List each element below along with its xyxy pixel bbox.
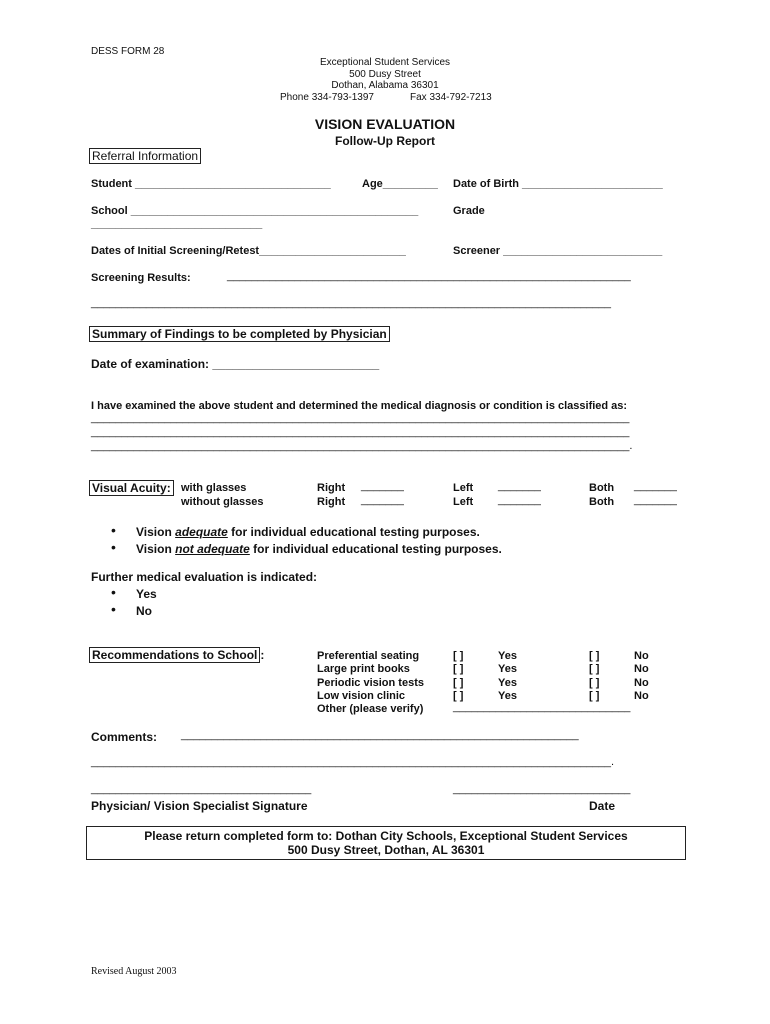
acuity-both-with-field[interactable]: _______ xyxy=(634,480,677,492)
recommendation-no-checkbox[interactable]: [ ] xyxy=(589,690,600,702)
visual-acuity-heading: Visual Acuity: xyxy=(89,480,174,496)
with-glasses-label: with glasses xyxy=(181,482,247,494)
comments-line-2[interactable]: _____________________________________________________________________________________. xyxy=(91,756,615,768)
yes-label: Yes xyxy=(498,650,517,662)
org-fax: Fax 334-792-7213 xyxy=(410,92,492,103)
adequate-emphasis: adequate xyxy=(175,525,228,539)
further-evaluation-label: Further medical evaluation is indicated: xyxy=(91,570,318,584)
no-label: No xyxy=(634,677,649,689)
recommendation-item: Large print books xyxy=(317,663,410,675)
return-instructions-box xyxy=(86,826,686,860)
org-street: 500 Dusy Street xyxy=(349,69,421,80)
diagnosis-line[interactable]: ________________________________________________________________________________________. xyxy=(91,440,633,452)
right-label: Right xyxy=(317,496,346,508)
no-label: No xyxy=(634,650,649,662)
recommendation-other-label: Other (please verify) xyxy=(317,703,424,715)
signature-date-label: Date xyxy=(589,799,616,813)
recommendation-yes-checkbox[interactable]: [ ] xyxy=(453,690,464,702)
age-field[interactable]: Age_________ xyxy=(362,178,438,190)
revision-footer: Revised August 2003 xyxy=(91,966,177,977)
signature-line[interactable]: ____________________________________ xyxy=(91,783,312,795)
diagnosis-statement: I have examined the above student and determined the medical diagnosis or condition is classified as: xyxy=(91,400,628,412)
recommendation-no-checkbox[interactable]: [ ] xyxy=(589,650,600,662)
recommendations-heading: Recommendations to School xyxy=(89,647,260,663)
recommendation-item: Periodic vision tests xyxy=(317,677,424,689)
no-label: No xyxy=(634,690,649,702)
org-phone: Phone 334-793-1397 xyxy=(280,92,374,103)
school-field-cont[interactable]: ____________________________ xyxy=(91,218,263,230)
org-name: Exceptional Student Services xyxy=(319,57,451,68)
left-label: Left xyxy=(453,496,474,508)
left-label: Left xyxy=(453,482,474,494)
yes-label: Yes xyxy=(498,677,517,689)
bullet-icon[interactable]: • xyxy=(111,522,116,538)
grade-label: Grade xyxy=(453,205,485,217)
acuity-left-without-field[interactable]: _______ xyxy=(498,494,541,506)
no-label: No xyxy=(634,663,649,675)
exam-date-field[interactable]: Date of examination: _________________________ xyxy=(91,357,380,371)
acuity-left-with-field[interactable]: _______ xyxy=(498,480,541,492)
recommendation-item: Low vision clinic xyxy=(317,690,406,702)
both-label: Both xyxy=(589,482,615,494)
dob-field[interactable]: Date of Birth _______________________ xyxy=(453,178,663,190)
yes-label: Yes xyxy=(498,690,517,702)
recommendation-yes-checkbox[interactable]: [ ] xyxy=(453,677,464,689)
recommendation-yes-checkbox[interactable]: [ ] xyxy=(453,663,464,675)
further-no-option: No xyxy=(136,604,152,618)
recommendation-yes-checkbox[interactable]: [ ] xyxy=(453,650,464,662)
vision-not-adequate-option: Vision not adequate for individual educational testing purposes. xyxy=(136,542,502,556)
return-line-1: Please return completed form to: Dothan City Schools, Exceptional Student Services xyxy=(144,829,628,843)
acuity-both-without-field[interactable]: _______ xyxy=(634,494,677,506)
acuity-right-without-field[interactable]: _______ xyxy=(361,494,404,506)
student-field[interactable]: Student ________________________________ xyxy=(91,178,331,190)
diagnosis-line[interactable]: ________________________________________________________________________________________ xyxy=(91,426,630,438)
org-city: Dothan, Alabama 36301 xyxy=(331,80,439,91)
further-yes-option: Yes xyxy=(136,587,157,601)
diagnosis-line[interactable]: ________________________________________________________________________________________ xyxy=(91,412,630,424)
not-adequate-emphasis: not adequate xyxy=(175,542,250,556)
comments-line[interactable]: _________________________________________________________________ xyxy=(181,729,579,741)
summary-heading: Summary of Findings to be completed by Physician xyxy=(89,326,390,342)
without-glasses-label: without glasses xyxy=(181,496,264,508)
bullet-icon[interactable]: • xyxy=(111,539,116,555)
screening-results-line[interactable]: __________________________________________________________________ xyxy=(227,270,631,282)
recommendation-no-checkbox[interactable]: [ ] xyxy=(589,663,600,675)
screening-results-label: Screening Results: xyxy=(91,272,191,284)
yes-label: Yes xyxy=(498,663,517,675)
return-line-2: 500 Dusy Street, Dothan, AL 36301 xyxy=(287,843,485,857)
bullet-icon[interactable]: • xyxy=(111,584,116,600)
screening-dates-field[interactable]: Dates of Initial Screening/Retest________________________ xyxy=(91,245,406,257)
right-label: Right xyxy=(317,482,346,494)
screening-results-line-2[interactable]: _____________________________________________________________________________________ xyxy=(91,297,612,309)
page-title: VISION EVALUATION xyxy=(314,116,456,132)
referral-heading: Referral Information xyxy=(89,148,201,164)
both-label: Both xyxy=(589,496,615,508)
recommendation-item: Preferential seating xyxy=(317,650,420,662)
form-id: DESS FORM 28 xyxy=(91,46,165,57)
recommendations-heading-wrap: Recommendations to School : xyxy=(89,648,264,662)
recommendation-no-checkbox[interactable]: [ ] xyxy=(589,677,600,689)
vision-adequate-option: Vision adequate for individual educational testing purposes. xyxy=(136,525,480,539)
comments-label: Comments: xyxy=(91,730,158,744)
signature-date-line[interactable]: _____________________________ xyxy=(453,783,631,795)
signature-label: Physician/ Vision Specialist Signature xyxy=(91,799,308,813)
recommendation-other-field[interactable]: _____________________________ xyxy=(453,701,631,713)
page-subtitle: Follow-Up Report xyxy=(335,134,435,148)
bullet-icon[interactable]: • xyxy=(111,601,116,617)
acuity-right-with-field[interactable]: _______ xyxy=(361,480,404,492)
school-field[interactable]: School _______________________________________________ xyxy=(91,205,419,217)
screener-field[interactable]: Screener __________________________ xyxy=(453,245,663,257)
